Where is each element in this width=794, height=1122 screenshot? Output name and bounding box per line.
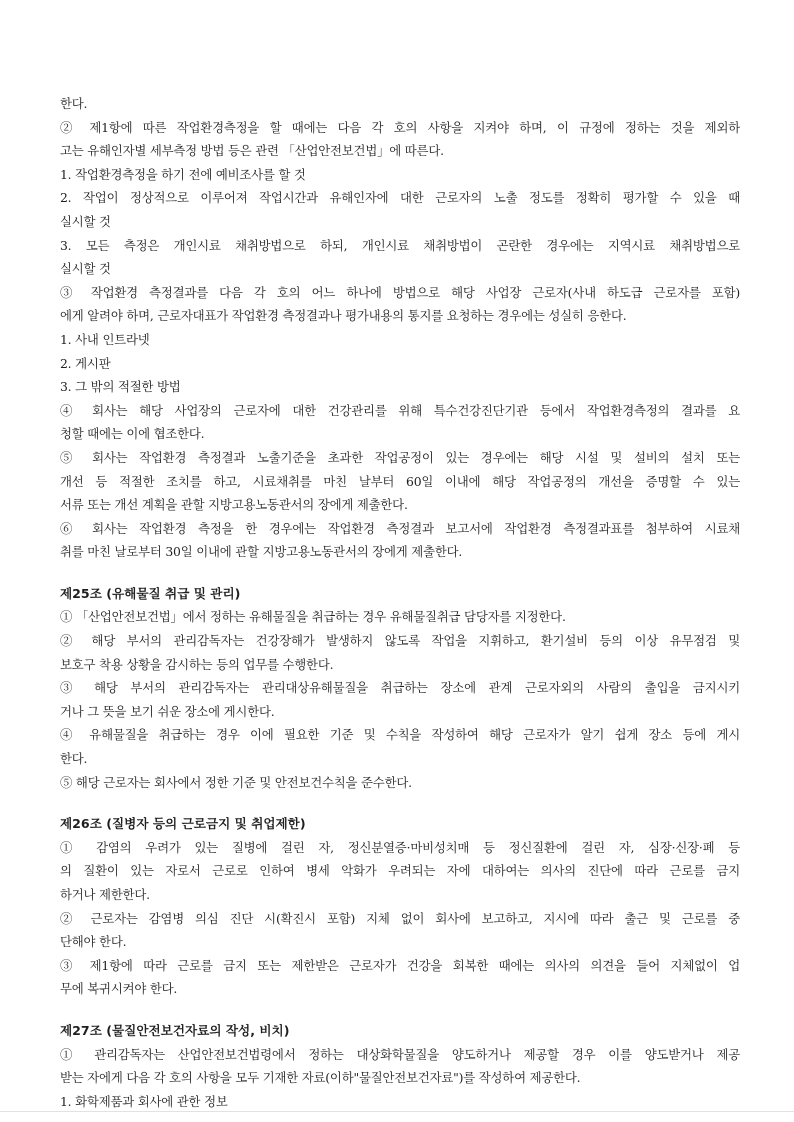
text-line: 취를 마친 날로부터 30일 이내에 관할 지방고용노동관서의 장에게 제출한다. — [60, 544, 463, 560]
text-line: 한다. — [60, 751, 88, 767]
page-bottom-rule — [0, 1111, 794, 1112]
text-line: 실시할 것 — [60, 261, 111, 277]
text-line: ③ 해당 부서의 관리감독자는 관리대상유해물질을 취급하는 장소에 관계 근로자외의 사람의 출입을 금지시키 — [60, 680, 740, 696]
document-body — [60, 92, 740, 1113]
section-gap — [60, 564, 740, 582]
text-line: 2. 작업이 정상적으로 이루어져 작업시간과 유해인자에 대한 근로자의 노출 정도를 정확히 평가할 수 있을 때 — [60, 190, 740, 206]
text-line: 3. 그 밖의 적절한 방법 — [60, 379, 181, 395]
text-line: 1. 화학제품과 회사에 관한 정보 — [60, 1093, 228, 1109]
text-line: 하거나 제한한다. — [60, 887, 150, 902]
text-line: ⑤ 해당 근로자는 회사에서 정한 기준 및 안전보건수칙을 준수한다. — [60, 774, 412, 790]
text-line: ② 해당 부서의 관리감독자는 건강장해가 발생하지 않도록 작업을 지휘하고, 환기설비 등의 이상 유무점검 및 — [60, 633, 740, 649]
section-gap — [60, 1001, 740, 1019]
text-line: ② 제1항에 따른 작업환경측정을 할 때에는 다음 각 호의 사항을 지켜야 하며, 이 규정에 정하는 것을 제외하 — [60, 119, 740, 135]
text-line: ⑥ 회사는 작업환경 측정을 한 경우에는 작업환경 측정결과 보고서에 작업환경 측정결과표를 첨부하여 시료채 — [60, 520, 740, 536]
article-heading: 제25조 (유해물질 취급 및 관리) — [60, 585, 241, 601]
text-line: 1. 사내 인트라넷 — [60, 331, 150, 347]
text-line: ② 근로자는 감염병 의심 진단 시(확진시 포함) 지체 없이 회사에 보고하고, 지시에 따라 출근 및 근로를 중 — [60, 910, 740, 926]
text-line: 무에 복귀시켜야 한다. — [60, 981, 178, 997]
text-line: 단해야 한다. — [60, 934, 127, 950]
text-line: ⑤ 회사는 작업환경 측정결과 노출기준을 초과한 작업공정이 있는 경우에는 해당 시설 및 설비의 설치 또는 — [60, 449, 740, 465]
text-line: ④ 회사는 해당 사업장의 근로자에 대한 건강관리를 위해 특수건강진단기관 등에서 작업환경측정의 결과를 요 — [60, 402, 740, 418]
text-line: ① 「산업안전보건법」에서 정하는 유해물질을 취급하는 경우 유해물질취급 담당자를 지정한다. — [60, 609, 566, 625]
text-line: 1. 작업환경측정을 하기 전에 예비조사를 할 것 — [60, 166, 306, 182]
article-heading: 제26조 (질병자 등의 근로금지 및 취업제한) — [60, 816, 306, 832]
text-line: ① 감염의 우려가 있는 질병에 걸린 자, 정신분열증·마비성치매 등 정신질환에 걸린 자, 심장·신장·폐 등 — [60, 839, 740, 855]
text-line: 에게 알려야 하며, 근로자대표가 작업환경 측정결과나 평가내용의 통지를 요청하는 경우에는 성실히 응한다. — [60, 308, 627, 324]
text-line: 서류 또는 개선 계획을 관할 지방고용노동관서의 장에게 제출한다. — [60, 497, 408, 513]
text-line: 실시할 것 — [60, 213, 111, 229]
text-line: 고는 유해인자별 세부측정 방법 등은 관련 「산업안전보건법」에 따른다. — [60, 143, 444, 159]
text-line: 거나 그 뜻을 보기 쉬운 장소에 게시한다. — [60, 703, 275, 719]
text-line: 보호구 착용 상황을 감시하는 등의 업무를 수행한다. — [60, 656, 334, 672]
text-line: 한다. — [60, 96, 88, 111]
text-line: ③ 작업환경 측정결과를 다음 각 호의 어느 하나에 방법으로 해당 사업장 근로자(사내 하도급 근로자를 포함) — [60, 284, 740, 300]
text-line: 개선 등 적절한 조치를 하고, 시료채취를 마친 날부터 60일 이내에 해당 작업공정의 개선을 증명할 수 있는 — [60, 473, 740, 489]
text-line: 3. 모든 측정은 개인시료 채취방법으로 하되, 개인시료 채취방법이 곤란한 경우에는 지역시료 채취방법으로 — [60, 237, 740, 253]
text-line: 의 질환이 있는 자로서 근로로 인하여 병세 악화가 우려되는 자에 대하여는 의사의 진단에 따라 근로를 금지 — [60, 863, 740, 879]
text-line: 받는 자에게 다음 각 호의 사항을 모두 기재한 자료(이하"물질안전보건자료")를 작성하여 제공한다. — [60, 1070, 581, 1086]
text-line: ① 관리감독자는 산업안전보건법령에서 정하는 대상화학물질을 양도하거나 제공할 경우 이를 양도받거나 제공 — [60, 1046, 740, 1062]
text-line: 청할 때에는 이에 협조한다. — [60, 426, 205, 442]
section-gap — [60, 794, 740, 812]
text-line: ③ 제1항에 따라 근로를 금지 또는 제한받은 근로자가 건강을 회복한 때에는 의사의 의견을 들어 지체없이 업 — [60, 957, 740, 973]
text-line: 2. 게시판 — [60, 355, 111, 371]
text-line: ④ 유해물질을 취급하는 경우 이에 필요한 기준 및 수칙을 작성하여 해당 근로자가 알기 쉽게 장소 등에 게시 — [60, 727, 740, 743]
article-heading: 제27조 (물질안전보건자료의 작성, 비치) — [60, 1022, 290, 1038]
